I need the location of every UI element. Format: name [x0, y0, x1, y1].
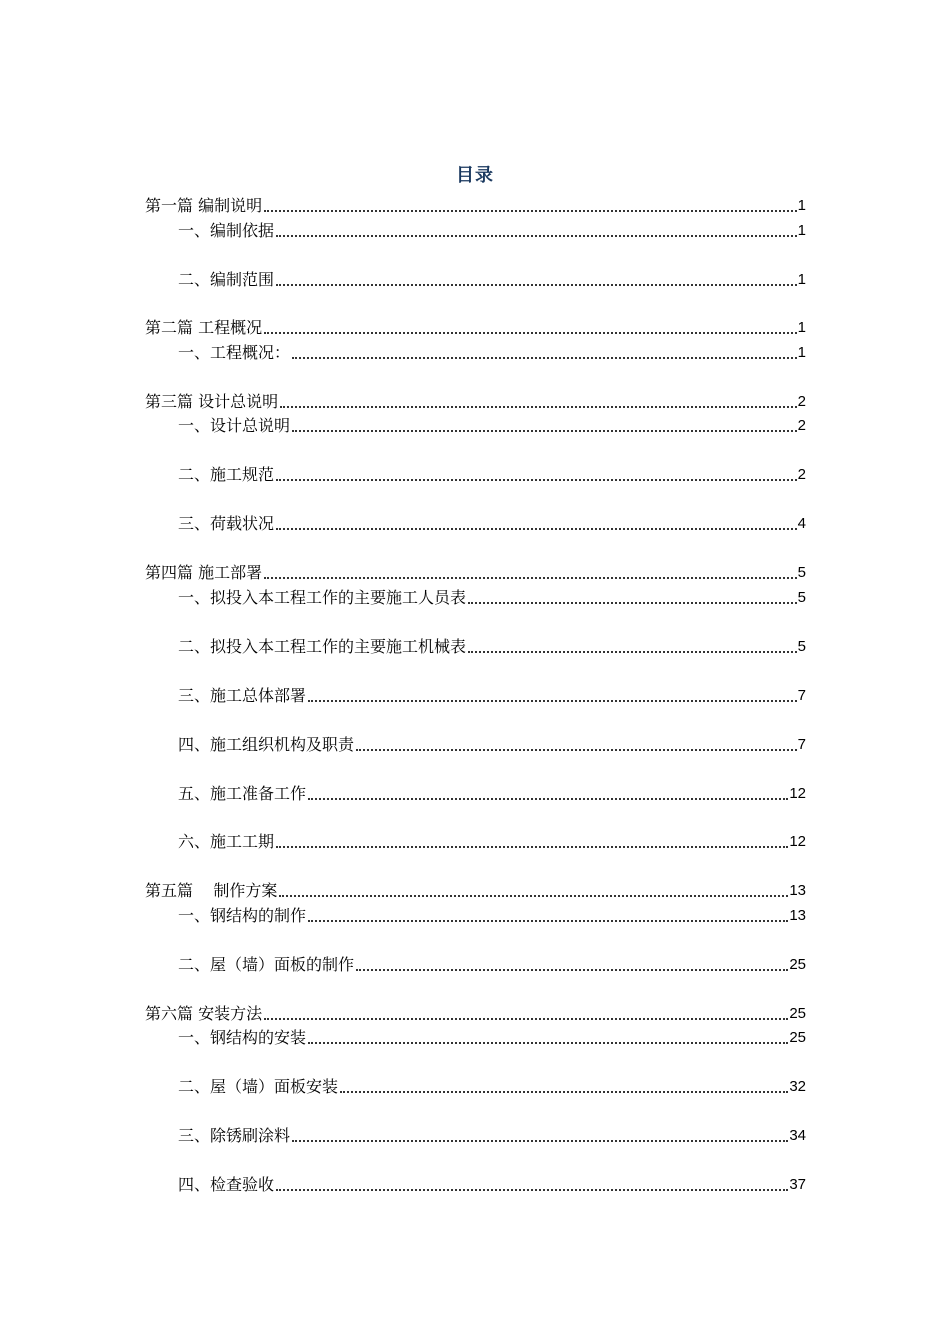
toc-dot-leader — [308, 1042, 788, 1044]
toc-entry-section[interactable] — [178, 952, 806, 976]
toc-entry-section[interactable] — [178, 585, 806, 609]
toc-entry-part[interactable] — [145, 560, 806, 584]
toc-dot-leader — [276, 284, 797, 286]
toc-entry-section[interactable] — [178, 829, 806, 853]
toc-dot-leader — [276, 846, 788, 848]
toc-dot-leader — [276, 479, 797, 481]
toc-entry-label: 第一篇 编制说明 — [145, 196, 263, 215]
toc-entry-section[interactable] — [178, 781, 806, 805]
toc-entry-section[interactable] — [178, 903, 806, 927]
toc-title: 目录 — [456, 165, 494, 186]
toc-entry-label: 第二篇 工程概况 — [145, 318, 263, 337]
toc-entry-section[interactable] — [178, 634, 806, 658]
toc-entry-part[interactable] — [145, 878, 806, 902]
toc-page-number: 25 — [789, 1029, 806, 1046]
toc-entry-label: 二、施工规范 — [178, 465, 275, 484]
toc-entry-label: 四、施工组织机构及职责 — [178, 735, 355, 754]
toc-dot-leader — [292, 1140, 788, 1142]
toc-entry-label: 一、钢结构的制作 — [178, 906, 307, 925]
toc-entry-label: 六、施工工期 — [178, 832, 275, 851]
toc-entry-label: 五、施工准备工作 — [178, 784, 307, 803]
toc-dot-leader — [264, 210, 797, 212]
toc-dot-leader — [292, 357, 797, 359]
toc-entry-label: 第四篇 施工部署 — [145, 563, 263, 582]
toc-page-number: 1 — [797, 344, 806, 361]
toc-page-number: 1 — [797, 197, 806, 214]
toc-dot-leader — [308, 700, 797, 702]
toc-dot-leader — [264, 1018, 788, 1020]
toc-dot-leader — [276, 528, 797, 530]
toc-entry-label: 二、拟投入本工程工作的主要施工机械表 — [178, 637, 467, 656]
toc-entry-part[interactable] — [145, 193, 806, 217]
toc-entry-label: 四、检查验收 — [178, 1175, 275, 1194]
toc-dot-leader — [356, 749, 797, 751]
toc-entry-section[interactable] — [178, 267, 806, 291]
toc-entry-section[interactable] — [178, 683, 806, 707]
toc-dot-leader — [308, 920, 788, 922]
toc-page-number: 25 — [789, 956, 806, 973]
toc-dot-leader — [308, 798, 788, 800]
toc-dot-leader — [279, 895, 788, 897]
toc-dot-leader — [280, 406, 797, 408]
toc-dot-leader — [276, 235, 797, 237]
toc-page-number: 13 — [789, 882, 806, 899]
toc-entry-label: 三、除锈刷涂料 — [178, 1126, 291, 1145]
toc-dot-leader — [356, 969, 788, 971]
toc-page-number: 2 — [797, 417, 806, 434]
toc-entry-label: 二、编制范围 — [178, 270, 275, 289]
toc-entry-label: 一、拟投入本工程工作的主要施工人员表 — [178, 588, 467, 607]
toc-page-number: 7 — [797, 687, 806, 704]
toc-entry-part[interactable] — [145, 315, 806, 339]
toc-page-number: 32 — [789, 1078, 806, 1095]
toc-page-number: 12 — [789, 785, 806, 802]
toc-dot-leader — [340, 1091, 788, 1093]
toc-entry-label: 三、施工总体部署 — [178, 686, 307, 705]
toc-entry-part[interactable] — [145, 389, 806, 413]
toc-entry-label: 一、工程概况： — [178, 343, 291, 362]
toc-entry-section[interactable] — [178, 413, 806, 437]
toc-entry-section[interactable] — [178, 1123, 806, 1147]
toc-entry-label: 第三篇 设计总说明 — [145, 392, 279, 411]
toc-entry-section[interactable] — [178, 340, 806, 364]
toc-entry-section[interactable] — [178, 1172, 806, 1196]
toc-dot-leader — [468, 602, 797, 604]
toc-page-number: 13 — [789, 907, 806, 924]
toc-entry-section[interactable] — [178, 1025, 806, 1049]
toc-entry-label: 第六篇 安装方法 — [145, 1004, 263, 1023]
toc-page-number: 12 — [789, 833, 806, 850]
toc-entry-label: 二、屋（墙）面板安装 — [178, 1077, 339, 1096]
toc-dot-leader — [292, 430, 797, 432]
toc-page-number: 2 — [797, 466, 806, 483]
toc-dot-leader — [468, 651, 797, 653]
toc-page-number: 1 — [797, 222, 806, 239]
toc-page-number: 37 — [789, 1176, 806, 1193]
toc-entry-label: 一、设计总说明 — [178, 416, 291, 435]
toc-entry-part[interactable] — [145, 1001, 806, 1025]
toc-entry-section[interactable] — [178, 218, 806, 242]
toc-page-number: 5 — [797, 564, 806, 581]
toc-entry-label: 一、钢结构的安装 — [178, 1028, 307, 1047]
toc-dot-leader — [264, 577, 797, 579]
toc-page-number: 2 — [797, 393, 806, 410]
toc-entry-label: 第五篇 制作方案 — [145, 881, 278, 900]
toc-dot-leader — [264, 332, 797, 334]
toc-entry-section[interactable] — [178, 732, 806, 756]
toc-page-number: 1 — [797, 271, 806, 288]
toc-entry-section[interactable] — [178, 462, 806, 486]
toc-entry-label: 三、荷载状况 — [178, 514, 275, 533]
toc-dot-leader — [276, 1189, 788, 1191]
toc-page-number: 34 — [789, 1127, 806, 1144]
toc-page-number: 5 — [797, 638, 806, 655]
toc-page-number: 25 — [789, 1005, 806, 1022]
toc-entry-label: 二、屋（墙）面板的制作 — [178, 955, 355, 974]
toc-entry-section[interactable] — [178, 511, 806, 535]
toc-entry-label: 一、编制依据 — [178, 221, 275, 240]
toc-page-number: 5 — [797, 589, 806, 606]
toc-page-number: 7 — [797, 736, 806, 753]
toc-page-number: 1 — [797, 319, 806, 336]
toc-page-number: 4 — [797, 515, 806, 532]
toc-entry-section[interactable] — [178, 1074, 806, 1098]
